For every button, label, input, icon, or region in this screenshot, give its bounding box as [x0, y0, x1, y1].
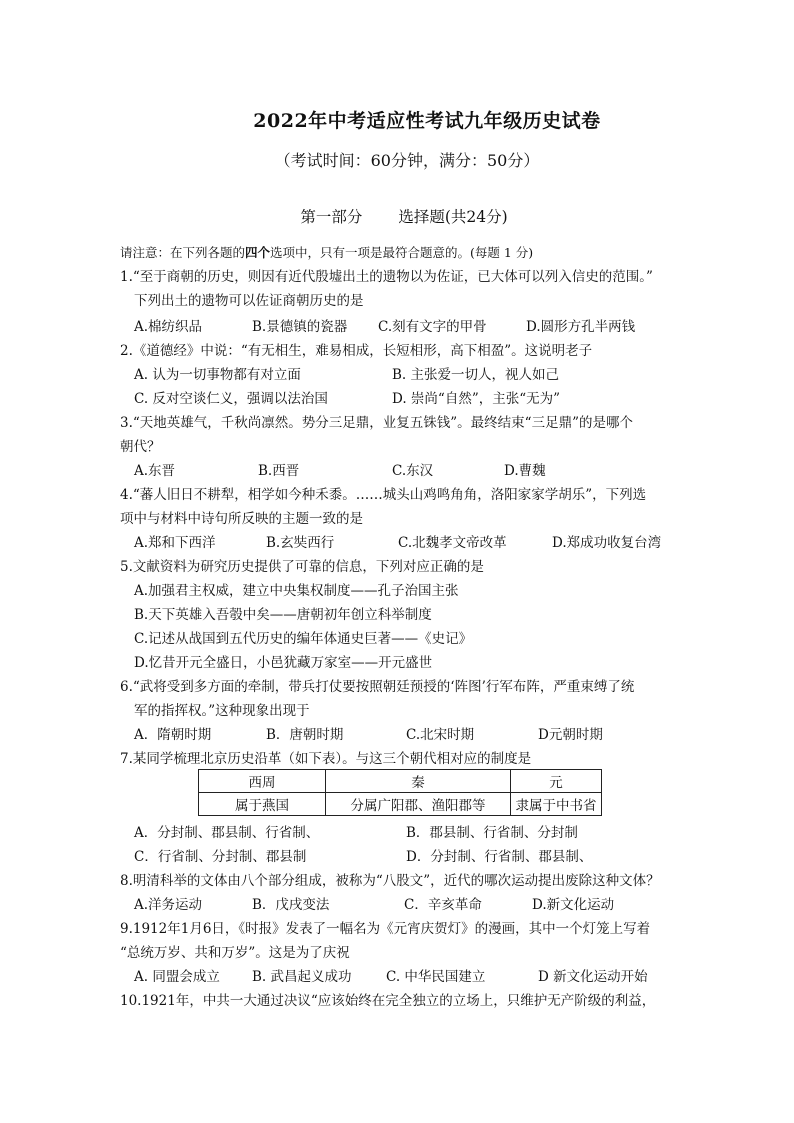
option-a: A．隋朝时期	[134, 727, 212, 743]
option-b: B. 主张爱一切人，视人如己	[392, 367, 560, 383]
option-c: C. 中华民国建立	[386, 969, 486, 985]
table-header-cell: 秦	[326, 770, 511, 793]
option-d: D.圆形方孔半两钱	[526, 319, 636, 335]
question-6-stem: 6.“武将受到多方面的牵制，带兵打仗要按照朝廷预授的‘阵图’行军布阵，严重束缚了统	[120, 679, 635, 695]
question-9-stem: 9.1912年1月6日，《时报》发表了一幅名为《元宵庆贺灯》的漫画，其中一个灯笼上写着	[120, 921, 651, 937]
option-c: C. 反对空谈仁义，强调以法治国	[134, 391, 328, 407]
option-c: C.北宋时期	[406, 727, 475, 743]
option-a: A．分封制、郡县制、行省制、	[134, 825, 320, 841]
option-a: A.棉纺织品	[134, 319, 203, 335]
option-a: A.加强君主权威，建立中央集权制度——孔子治国主张	[134, 583, 459, 599]
question-1-stem: 1.“至于商朝的历史，则因有近代殷墟出土的遗物以为佐证，已大体可以列入信史的范围。”	[120, 269, 653, 285]
question-3-stem-cont: 朝代？	[120, 439, 161, 455]
question-1-stem-cont: 下列出土的遗物可以佐证商朝历史的是	[134, 293, 364, 309]
option-d: D．分封制、行省制、郡县制、	[406, 849, 593, 865]
instructions: 请注意：在下列各题的四个选项中，只有一项是最符合题意的。(每题 1 分)	[120, 245, 534, 260]
option-c: C.东汉	[392, 463, 434, 479]
option-c: C.刻有文字的甲骨	[378, 319, 487, 335]
option-c: C．辛亥革命	[404, 897, 482, 913]
question-4-stem-cont: 项中与材料中诗句所反映的主题一致的是	[120, 511, 363, 527]
option-b: B.玄奘西行	[266, 535, 335, 551]
question-10-stem: 10.1921年，中共一大通过决议“应该始终在完全独立的立场上，只维护无产阶级的利益，	[120, 993, 656, 1009]
table-cell: 分属广阳郡、渔阳郡等	[326, 793, 511, 816]
section-heading	[0, 205, 794, 227]
option-d: D.新文化运动	[532, 897, 615, 913]
option-d: D 新文化运动开始	[538, 969, 648, 985]
exam-info: （考试时间：60分钟，满分：50分）	[274, 151, 540, 170]
option-a: A.东晋	[134, 463, 176, 479]
option-d: D.曹魏	[504, 463, 546, 479]
option-b: B. 武昌起义成功	[252, 969, 352, 985]
option-d: D. 崇尚“自然”，主张“无为”	[392, 391, 561, 407]
history-table	[198, 769, 602, 816]
page-title: 2022年中考适应性考试九年级历史试卷	[253, 110, 601, 132]
option-b: B.景德镇的瓷器	[252, 319, 348, 335]
option-c: C．行省制、分封制、郡县制	[134, 849, 307, 865]
question-3-stem: 3.“天地英雄气，千秋尚凛然。势分三足鼎，业复五铢钱”。最终结束“三足鼎”的是哪个	[120, 415, 633, 431]
option-c: C.记述从战国到五代历史的编年体通史巨著——《史记》	[134, 631, 473, 647]
option-c: C.北魏孝文帝改革	[398, 535, 507, 551]
question-8-stem: 8.明清科举的文体由八个部分组成，被称为“八股文”，近代的哪次运动提出废除这种文体？	[120, 873, 660, 889]
option-b: B．唐朝时期	[266, 727, 344, 743]
section-part: 第一部分	[300, 208, 363, 226]
question-9-stem-cont: “总统万岁、共和万岁”。这是为了庆祝	[120, 945, 350, 961]
option-d: D.忆昔开元全盛日，小邑犹藏万家室——开元盛世	[134, 655, 433, 671]
option-a: A. 同盟会成立	[134, 969, 220, 985]
option-a: A.洋务运动	[134, 897, 203, 913]
table-header-cell: 西周	[199, 770, 326, 793]
table-row	[199, 793, 602, 816]
table-header-row	[199, 770, 602, 793]
table-cell: 属于燕国	[199, 793, 326, 816]
question-5-stem: 5.文献资料为研究历史提供了可靠的信息，下列对应正确的是	[120, 559, 484, 575]
option-b: B.西晋	[258, 463, 300, 479]
option-b: B．郡县制、行省制、分封制	[406, 825, 578, 841]
option-d: D.郑成功收复台湾	[552, 535, 662, 551]
option-a: A.郑和下西洋	[134, 535, 216, 551]
question-4-stem: 4.“蕃人旧日不耕犁，相学如今种禾黍。……城头山鸡鸣角角，洛阳家家学胡乐”，下列选	[120, 487, 647, 503]
option-a: A. 认为一切事物都有对立面	[134, 367, 301, 383]
table-header-cell: 元	[511, 770, 602, 793]
option-d: D元朝时期	[538, 727, 603, 743]
table-cell: 隶属于中书省	[511, 793, 602, 816]
question-6-stem-cont: 军的指挥权。”这种现象出现于	[134, 703, 310, 719]
section-name: 选择题(共24分)	[398, 208, 508, 226]
option-b: B．戊戌变法	[252, 897, 330, 913]
question-2-stem: 2.《道德经》中说：“有无相生，难易相成，长短相形，高下相盈”。这说明老子	[120, 343, 593, 359]
question-7-stem: 7.某同学梳理北京历史沿革（如下表）。与这三个朝代相对应的制度是	[120, 751, 532, 767]
option-b: B.天下英雄入吾彀中矣——唐朝初年创立科举制度	[134, 607, 432, 623]
